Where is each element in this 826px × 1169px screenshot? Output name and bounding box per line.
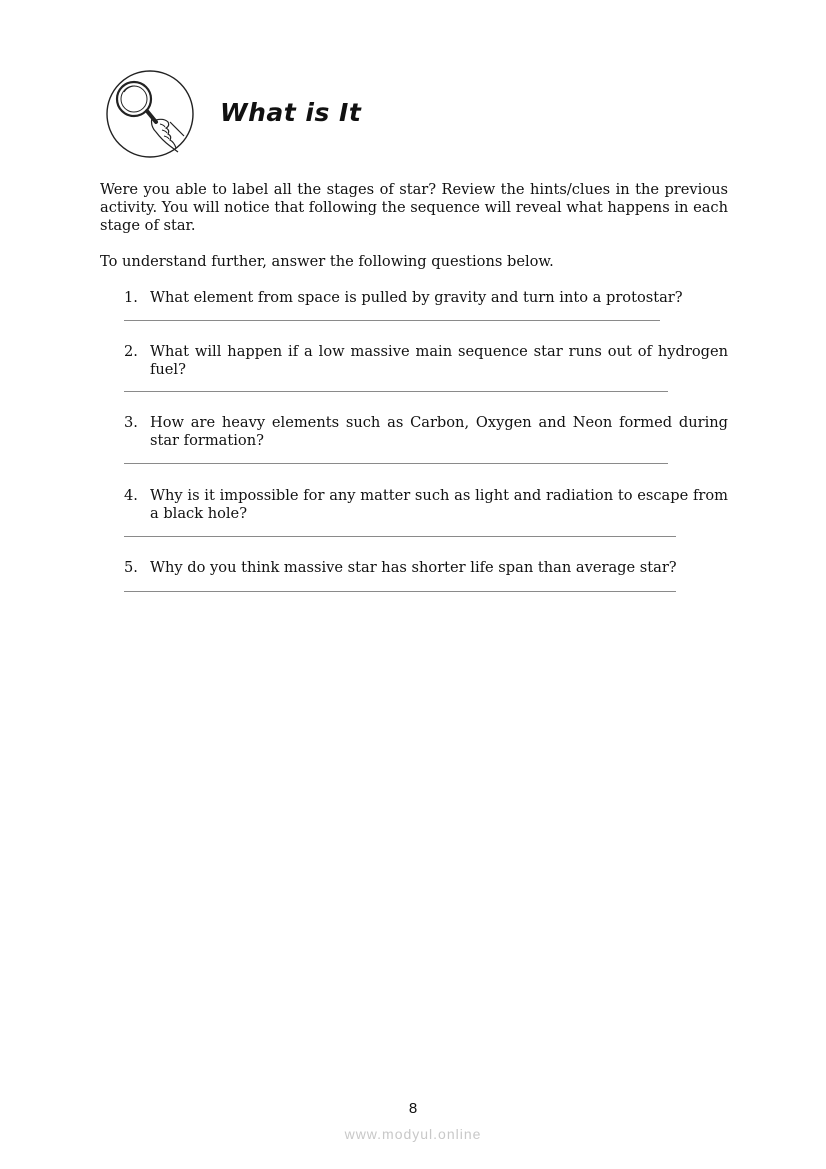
watermark: www.modyul.online [344, 1126, 482, 1142]
page-number: 8 [408, 1100, 418, 1117]
instruction-paragraph: To understand further, answer the following questions below. [100, 253, 554, 270]
answer-line[interactable] [124, 536, 676, 537]
intro-paragraph: Were you able to label all the stages of star? Review the hints/clues in the previous activity. You will notice that following the sequence will reveal what happens in each stage of star. [100, 181, 728, 234]
question-number: 2. [124, 343, 138, 360]
question-number: 5. [124, 559, 138, 576]
question-item [124, 559, 728, 577]
question-text: What element from space is pulled by gravity and turn into a protostar? [150, 289, 683, 306]
question-text: What will happen if a low massive main sequence star runs out of hydrogen fuel? [150, 343, 728, 378]
question-number: 1. [124, 289, 138, 306]
answer-line[interactable] [124, 591, 676, 592]
question-number: 3. [124, 414, 138, 431]
question-item [124, 289, 728, 307]
question-item [124, 343, 728, 379]
question-text: How are heavy elements such as Carbon, Oxygen and Neon formed during star formation? [150, 414, 728, 449]
section-title: What is It [220, 98, 362, 127]
question-text: Why is it impossible for any matter such as light and radiation to escape from a black hole? [150, 487, 728, 522]
question-number: 4. [124, 487, 138, 504]
question-text: Why do you think massive star has shorter life span than average star? [150, 559, 677, 576]
question-item [124, 487, 728, 523]
answer-line[interactable] [124, 391, 668, 392]
magnifying-glass-icon [104, 70, 198, 160]
answer-line[interactable] [124, 320, 660, 321]
question-item [124, 414, 728, 450]
answer-line[interactable] [124, 463, 668, 464]
